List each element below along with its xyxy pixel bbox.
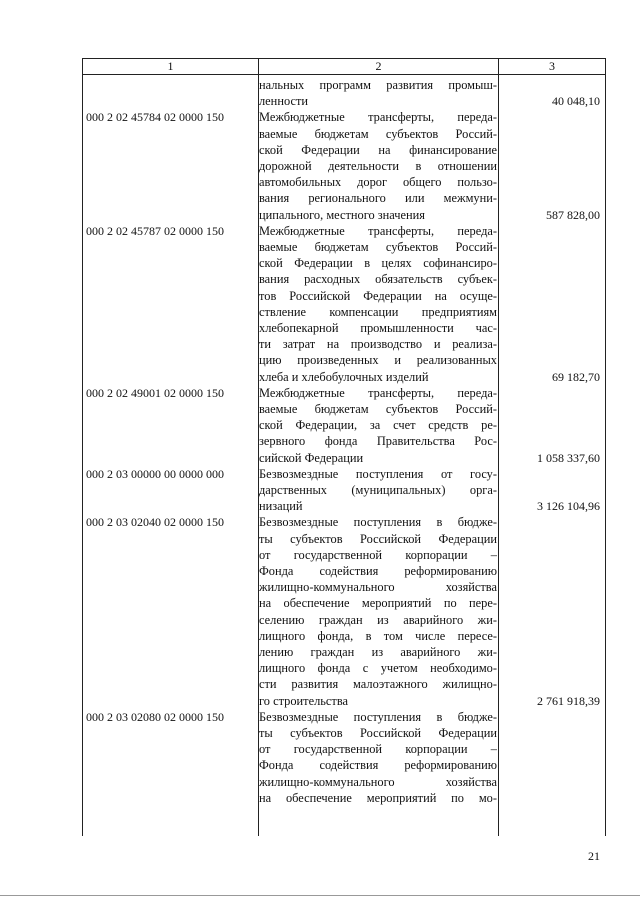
row-code: 000 2 03 02080 02 0000 150 xyxy=(86,709,224,724)
description-line: ской Федерации на финансирование xyxy=(259,142,497,157)
description-line: жилищно-коммунального хозяйства xyxy=(259,580,497,595)
description-line: селению граждан из аварийного жи- xyxy=(259,612,497,627)
description-line: от государственной корпорации – xyxy=(259,742,497,757)
description-line: жилищно-коммунального хозяйства xyxy=(259,774,497,789)
description-line: автомобильных дорог общего пользо- xyxy=(259,175,497,190)
description-line: Межбюджетные трансферты, переда- xyxy=(259,110,497,125)
column-header-1: 1 xyxy=(167,59,174,73)
page-number: 21 xyxy=(588,849,600,863)
description-line: ципального, местного значения xyxy=(259,207,426,222)
description-line: го строительства xyxy=(259,693,349,708)
row-description xyxy=(259,514,497,708)
row-amount: 3 126 104,96 xyxy=(537,499,600,514)
row-amount: 69 182,70 xyxy=(552,369,600,384)
description-line: низаций xyxy=(259,499,303,514)
description-line: вания регионального или межмуни- xyxy=(259,191,497,206)
description-line: тов Российской Федерации на осуще- xyxy=(259,288,497,303)
description-line: ской Федерации, за счет средств ре- xyxy=(259,418,497,433)
header-bottom-border xyxy=(82,74,606,75)
description-line: хлебопекарной промышленности час- xyxy=(259,321,497,336)
row-amount: 40 048,10 xyxy=(552,94,600,109)
description-line: ваемые бюджетам субъектов Россий- xyxy=(259,240,497,254)
row-code: 000 2 02 45787 02 0000 150 xyxy=(86,223,224,238)
description-line: ствление компенсации предприятиям xyxy=(259,304,497,319)
row-amount: 2 761 918,39 xyxy=(537,693,600,708)
row-description xyxy=(259,77,497,109)
description-line: цию произведенных и реализованных xyxy=(259,353,497,368)
table-border-right xyxy=(605,58,606,836)
description-line: сийской Федерации xyxy=(259,450,364,465)
description-line: дарственных (муниципальных) орга- xyxy=(259,483,497,497)
description-line: Безвозмездные поступления от госу- xyxy=(259,466,497,481)
table-border-left xyxy=(82,58,83,836)
description-line: хлеба и хлебобулочных изделий xyxy=(259,369,429,384)
row-description xyxy=(259,466,497,515)
description-line: Межбюджетные трансферты, переда- xyxy=(259,385,497,400)
column-divider-2 xyxy=(498,58,499,836)
row-description xyxy=(259,385,497,466)
description-line: Фонда содействия реформированию xyxy=(259,758,497,773)
description-line: ты субъектов Российской Федерации xyxy=(259,726,497,740)
description-line: вания расходных обязательств субъек- xyxy=(259,272,497,287)
description-line: лищного фонда с учетом необходимо- xyxy=(259,661,497,676)
description-line: лищного фонда, в том числе пересе- xyxy=(259,628,497,643)
description-line: Безвозмездные поступления в бюдже- xyxy=(259,709,497,724)
description-line: Безвозмездные поступления в бюдже- xyxy=(259,515,497,530)
description-line: на обеспечение мероприятий по мо- xyxy=(259,790,497,805)
description-line: лению граждан из аварийного жи- xyxy=(259,645,497,660)
description-line: зервного фонда Правительства Рос- xyxy=(259,434,497,449)
description-line: сти развития малоэтажного жилищно- xyxy=(259,677,497,692)
description-line: ской Федерации в целях софинансиро- xyxy=(259,256,497,271)
description-line: дорожной деятельности в отношении xyxy=(259,159,497,173)
column-header-2: 2 xyxy=(375,59,382,73)
row-amount: 1 058 337,60 xyxy=(537,450,600,465)
row-description xyxy=(259,223,497,385)
column-header-3: 3 xyxy=(549,59,555,73)
description-line: Фонда содействия реформированию xyxy=(259,564,497,578)
row-amount: 587 828,00 xyxy=(546,207,600,222)
row-description xyxy=(259,109,497,222)
row-code: 000 2 03 02040 02 0000 150 xyxy=(86,515,224,530)
description-line: нальных программ развития промыш- xyxy=(259,78,497,92)
description-line: ти затрат на производство и реализа- xyxy=(259,337,497,352)
description-line: ты субъектов Российской Федерации xyxy=(259,531,497,546)
description-line: ваемые бюджетам субъектов Россий- xyxy=(259,402,497,416)
description-line: ваемые бюджетам субъектов Россий- xyxy=(259,126,497,141)
description-line: Межбюджетные трансферты, переда- xyxy=(259,223,497,238)
row-code: 000 2 02 45784 02 0000 150 xyxy=(86,110,224,125)
description-line: на обеспечение мероприятий по пере- xyxy=(259,596,497,611)
description-line: от государственной корпорации – xyxy=(259,547,497,562)
row-code: 000 2 03 00000 00 0000 000 xyxy=(86,466,224,481)
row-description xyxy=(259,709,497,806)
scan-edge-line xyxy=(0,895,640,896)
description-line: ленности xyxy=(259,94,308,109)
row-code: 000 2 02 49001 02 0000 150 xyxy=(86,385,224,400)
